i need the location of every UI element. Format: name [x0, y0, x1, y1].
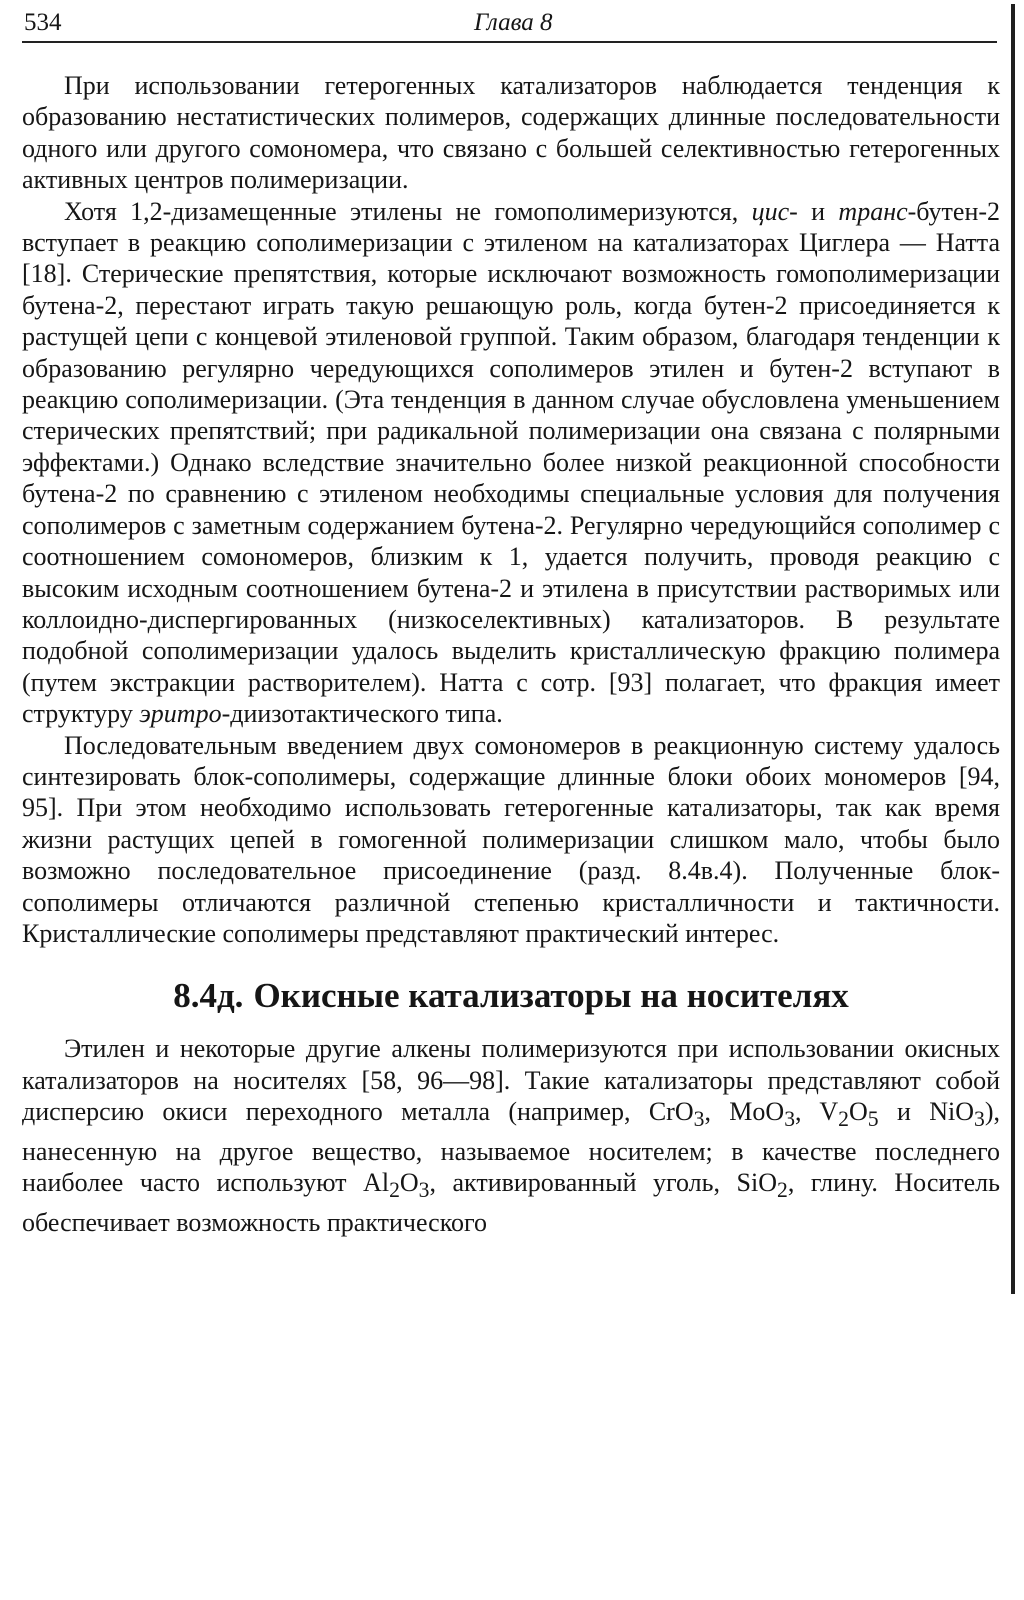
subscript: 3 [693, 1107, 705, 1132]
italic-term-erythro: эритро- [139, 699, 231, 729]
subscript: 5 [867, 1107, 879, 1132]
text-segment: , MoO [704, 1097, 785, 1127]
text-segment: ), нанесенную на другое вещество, называемое носителем; в качестве последнего наиболее часто используют Al [22, 1097, 1000, 1198]
subscript: 3 [974, 1107, 985, 1132]
header-rule [22, 41, 997, 43]
italic-term-trans: транс- [838, 196, 917, 226]
subscript: 2 [838, 1107, 849, 1132]
subscript: 2 [389, 1178, 400, 1203]
text-segment: , активированный уголь, SiO [429, 1168, 777, 1198]
section-number: 8.4д. [173, 976, 244, 1016]
paragraph-oxide-catalysts [22, 1033, 1000, 1238]
margin-bar [1011, 4, 1015, 1294]
section-title: Окисные катализаторы на носителях [253, 976, 849, 1016]
subscript: 3 [784, 1107, 796, 1132]
text-segment: , глину. Носитель обеспечивает возможность практического [22, 1168, 1001, 1237]
chapter-title: Глава 8 [474, 9, 553, 36]
text-segment: Последовательным введением двух сомономеров в реакционную систему удалось синтезировать блок-сополимеры, содержащие длинные блоки обоих мономеров [94, 95]. При этом необходимо использовать гетерогенные катализаторы, так как время жизни растущих цепей в гомогенной полимеризации слишком мало, чтобы было возможно последовательное присоединение (разд. 8.4в.4). Полученные блок-сополимеры отличаются различной степенью кристалличности и тактичности. Кристаллические сополимеры представляют практический интерес. [22, 730, 1000, 948]
paragraph-butene-copolymerization [22, 196, 1000, 730]
subscript: 2 [777, 1178, 788, 1203]
paragraph-heterogeneous-catalysts [22, 70, 1000, 196]
text-segment: Этилен и некоторые другие алкены полимеризуются при использовании окисных катализаторов на носителях [58, 96—98]. Такие катализаторы представляют собой дисперсию окиси переходного металла (например, CrO [22, 1034, 1000, 1127]
italic-term-cis: цис- [751, 196, 798, 226]
text-segment: и [797, 196, 839, 226]
subscript: 3 [418, 1178, 430, 1203]
page-number: 534 [24, 9, 62, 36]
text-segment: диизотактического типа. [230, 699, 503, 729]
text-segment: , V [795, 1097, 839, 1127]
text-segment: бутен-2 вступает в реакцию сополимеризации с этиленом на катализаторах Циглера — Натта [18]. Стерические препятствия, которые исключают возможность гомополимеризации бутена-2, перестают играть такую решающую роль, когда бутен-2 присоединяется к растущей цепи с концевой этиленовой группой. Таким образом, благодаря тенденции к образованию регулярно чередующихся сополимеров этилен и бутен-2 вступают в реакцию сополимеризации. (Эта тенденция в данном случае обусловлена уменьшением стерических препятствий; при радикальной полимеризации она связана с полярными эффектами.) Однако вследствие значительно более низкой реакционной способности бутена-2 по сравнению с этиленом необходимы специальные условия для получения сополимеров с заметным содержанием бутена-2. Регулярно чередующийся сополимер с соотношением сомономеров, близким к 1, удается получить, проводя реакцию с высоким исходным соотношением бутена-2 и этилена в присутствии растворимых или коллоидно-диспергированных (низкоселективных) катализаторов. В результате подобной сополимеризации удалось выделить кристаллическую фракцию полимера (путем экстракции растворителем). Натта с сотр. [93] полагает, что фракция имеет структуру [22, 196, 1001, 729]
text-segment: O [399, 1168, 419, 1198]
text-segment: и NiO [878, 1097, 974, 1127]
paragraph-block-copolymers [22, 730, 1000, 950]
text-segment: При использовании гетерогенных катализаторов наблюдается тенденция к образованию нестатистических полимеров, содержащих длинные последовательности одного или другого сомономера, что связано с большей селективностью гетерогенных активных центров полимеризации. [22, 71, 1000, 195]
section-heading [22, 975, 1000, 1017]
text-segment: Хотя 1,2-дизамещенные этилены не гомополимеризуются, [64, 196, 752, 226]
text-segment: O [849, 1097, 868, 1127]
running-head [24, 8, 984, 38]
body-text [22, 70, 1000, 1238]
